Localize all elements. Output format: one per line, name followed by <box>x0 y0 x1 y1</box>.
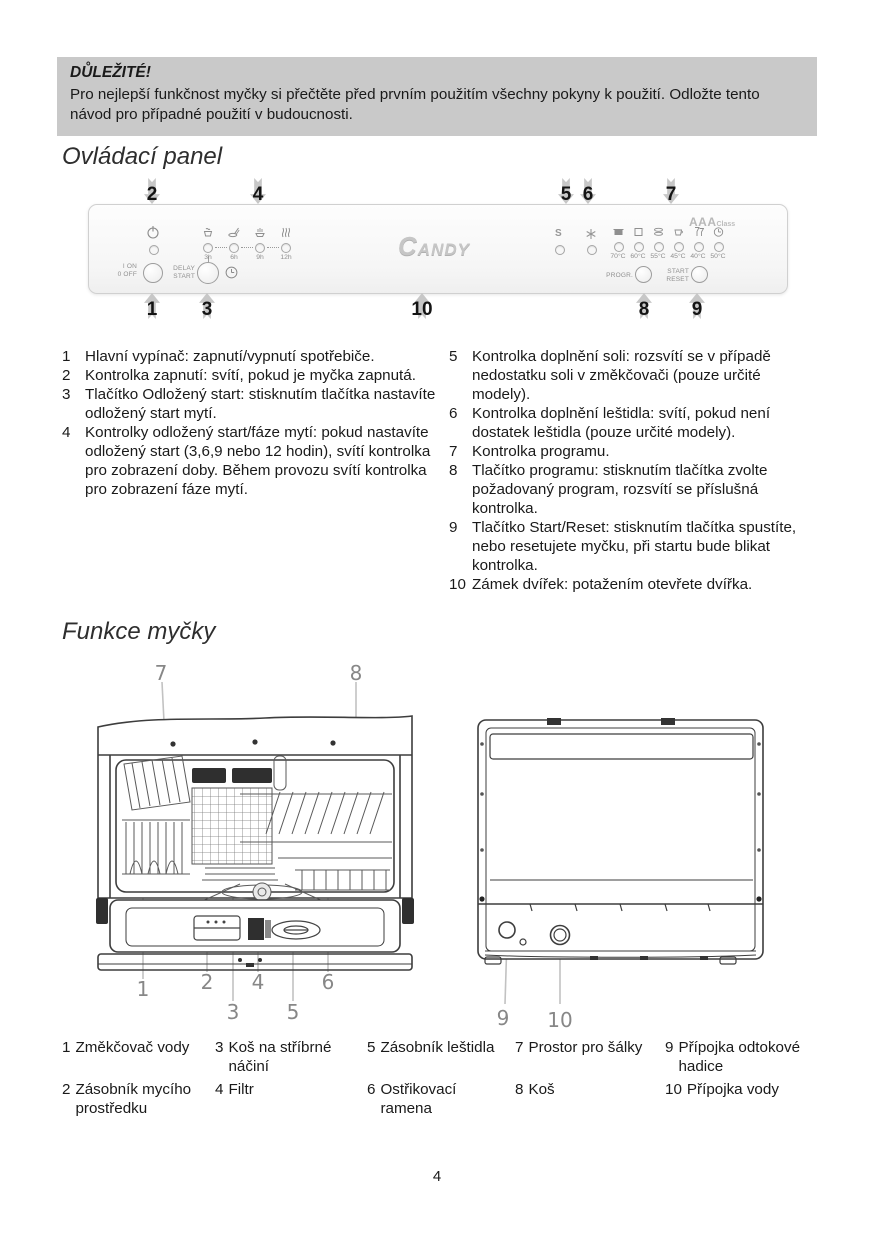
program-led <box>614 242 624 252</box>
important-notice-box <box>57 57 817 136</box>
rinse-aid-icon <box>585 228 597 240</box>
salt-indicator-icon: S <box>555 228 562 239</box>
program-plate-icon <box>633 226 644 237</box>
section-title-control-panel: Ovládací panel <box>62 143 223 170</box>
list-item: 6 Kontrolka doplnění leštidla: svítí, pokud není dostatek leštidla (pouze určité modely). <box>449 405 771 441</box>
list-item: 9 Tlačítko Start/Reset: stisknutím tlačítka spustíte, nebo resetujete myčku, při startu bude blikat kontrolka. <box>449 519 797 574</box>
list-item: 3 Tlačítko Odložený start: stisknutím tlačítka nastavíte odložený start mytí. <box>62 386 436 422</box>
callout-number: 1 <box>146 299 158 320</box>
callout-number: 10 <box>411 299 433 320</box>
list-item: 10 Zámek dvířek: potažením otevřete dvířka. <box>449 576 753 593</box>
start-reset-button <box>691 266 708 283</box>
led-connector-dots <box>241 247 253 248</box>
temp-label: 55°C <box>650 253 666 260</box>
delay-hours-label: 3h <box>204 254 212 261</box>
legend-item: 3 Koš na stříbrné náčiní <box>215 1039 332 1075</box>
list-item: 2 Kontrolka zapnutí: svítí, pokud je myčka zapnutá. <box>62 367 416 384</box>
notice-title: DŮLEŽITÉ! <box>70 64 151 81</box>
start-reset-label: START RESET <box>666 268 689 283</box>
phase-prewash-icon <box>202 226 214 238</box>
legend-item: 8 Koš <box>515 1081 555 1098</box>
legend-item: 4 Filtr <box>215 1081 254 1098</box>
diagram-callout-number: 6 <box>321 970 335 994</box>
power-led <box>149 245 159 255</box>
phase-dry-icon <box>280 226 292 238</box>
callout-number: 6 <box>582 184 594 205</box>
diagram-callout-number: 3 <box>226 1000 240 1024</box>
page-number: 4 <box>432 1168 442 1185</box>
program-led <box>694 242 704 252</box>
control-list-left <box>62 347 437 499</box>
diagram-callout-number: 9 <box>496 1006 510 1030</box>
dishwasher-front-diagram <box>90 652 435 1037</box>
legend-item: 9 Přípojka odtokové hadice <box>665 1039 801 1075</box>
temp-label: 50°C <box>710 253 726 260</box>
diagram-callout-number: 4 <box>251 970 265 994</box>
list-item: 5 Kontrolka doplnění soli: rozsvítí se v případě nedostatku soli v změkčovači (pouze určité modely). <box>449 348 771 403</box>
temp-label: 45°C <box>670 253 686 260</box>
callout-number: 4 <box>252 184 264 205</box>
diagram-callout-number: 10 <box>547 1008 573 1032</box>
led-connector-dots <box>215 247 227 248</box>
control-list-right <box>449 347 817 594</box>
diagram-callout-number: 8 <box>349 661 363 685</box>
dishwasher-rear-diagram <box>455 652 800 1037</box>
list-item: 8 Tlačítko programu: stisknutím tlačítka zvolte požadovaný program, rozsvítí se příslušná kontrolka. <box>449 462 768 517</box>
program-cup-icon <box>673 226 684 237</box>
control-panel-illustration <box>88 204 788 294</box>
rinse-aid-led <box>587 245 597 255</box>
diagram-callout-number: 1 <box>136 977 150 1001</box>
delay-start-label: DELAY START <box>173 265 195 280</box>
diagram-callout-number: 7 <box>154 661 168 685</box>
diagram-callout-number: 5 <box>286 1000 300 1024</box>
delay-hours-label: 9h <box>256 254 264 261</box>
delay-start-button <box>197 262 219 284</box>
program-dishes-icon <box>653 226 664 237</box>
callout-number: 7 <box>665 184 677 205</box>
callout-number: 5 <box>560 184 572 205</box>
led-connector-dots <box>267 247 279 248</box>
callout-number: 8 <box>638 299 650 320</box>
phase-led <box>255 243 265 253</box>
program-led <box>714 242 724 252</box>
callout-number: 3 <box>201 299 213 320</box>
phase-led <box>281 243 291 253</box>
list-item: 4 Kontrolky odložený start/fáze mytí: pokud nastavíte odložený start (3,6,9 nebo 12 hodin), svítí kontrolka pro zobrazení doby. Během provozu svítí kontrolka pro zobrazení fáze mytí. <box>62 424 431 498</box>
legend-item: 1 Změkčovač vody <box>62 1039 190 1056</box>
phase-led <box>229 243 239 253</box>
on-off-label: I ON 0 OFF <box>117 263 137 278</box>
list-item: 1 Hlavní vypínač: zapnutí/vypnutí spotřebiče. <box>62 348 375 365</box>
temp-label: 70°C <box>610 253 626 260</box>
phase-wash-icon <box>228 226 240 238</box>
program-rapid-icon <box>713 226 724 237</box>
program-glasses-icon <box>693 226 704 237</box>
legend-item: 6 Ostřikovací ramena <box>367 1081 457 1117</box>
phase-rinse-icon <box>254 226 266 238</box>
clock-icon <box>225 266 238 279</box>
legend-item: 2 Zásobník mycího prostředku <box>62 1081 192 1117</box>
callout-number: 9 <box>691 299 703 320</box>
notice-body: Pro nejlepší funkčnost myčky si přečtěte před prvním použitím všechny pokyny k použití. Odložte tento návod pro případné použití v budoucnosti. <box>70 86 760 123</box>
legend-item: 7 Prostor pro šálky <box>515 1039 643 1056</box>
on-off-button <box>143 263 163 283</box>
diagram-callout-number: 2 <box>200 970 214 994</box>
program-led <box>674 242 684 252</box>
temp-label: 60°C <box>630 253 646 260</box>
power-icon <box>146 225 160 240</box>
energy-class-label: AAAClass <box>689 215 736 229</box>
salt-led <box>555 245 565 255</box>
delay-hours-label: 12h <box>280 254 292 261</box>
parts-legend <box>62 1038 822 1122</box>
phase-led <box>203 243 213 253</box>
temp-label: 40°C <box>690 253 706 260</box>
progr-label: PROGR. <box>606 272 633 279</box>
program-led <box>634 242 644 252</box>
program-pot-icon <box>613 226 624 237</box>
program-led <box>654 242 664 252</box>
delay-hours-label: 6h <box>230 254 238 261</box>
list-item: 7 Kontrolka programu. <box>449 443 610 460</box>
section-title-functions: Funkce myčky <box>62 618 216 645</box>
callout-number: 2 <box>146 184 158 205</box>
brand-logo: CANDY <box>398 231 470 261</box>
legend-item: 5 Zásobník leštidla <box>367 1039 495 1056</box>
legend-item: 10 Přípojka vody <box>665 1081 779 1098</box>
